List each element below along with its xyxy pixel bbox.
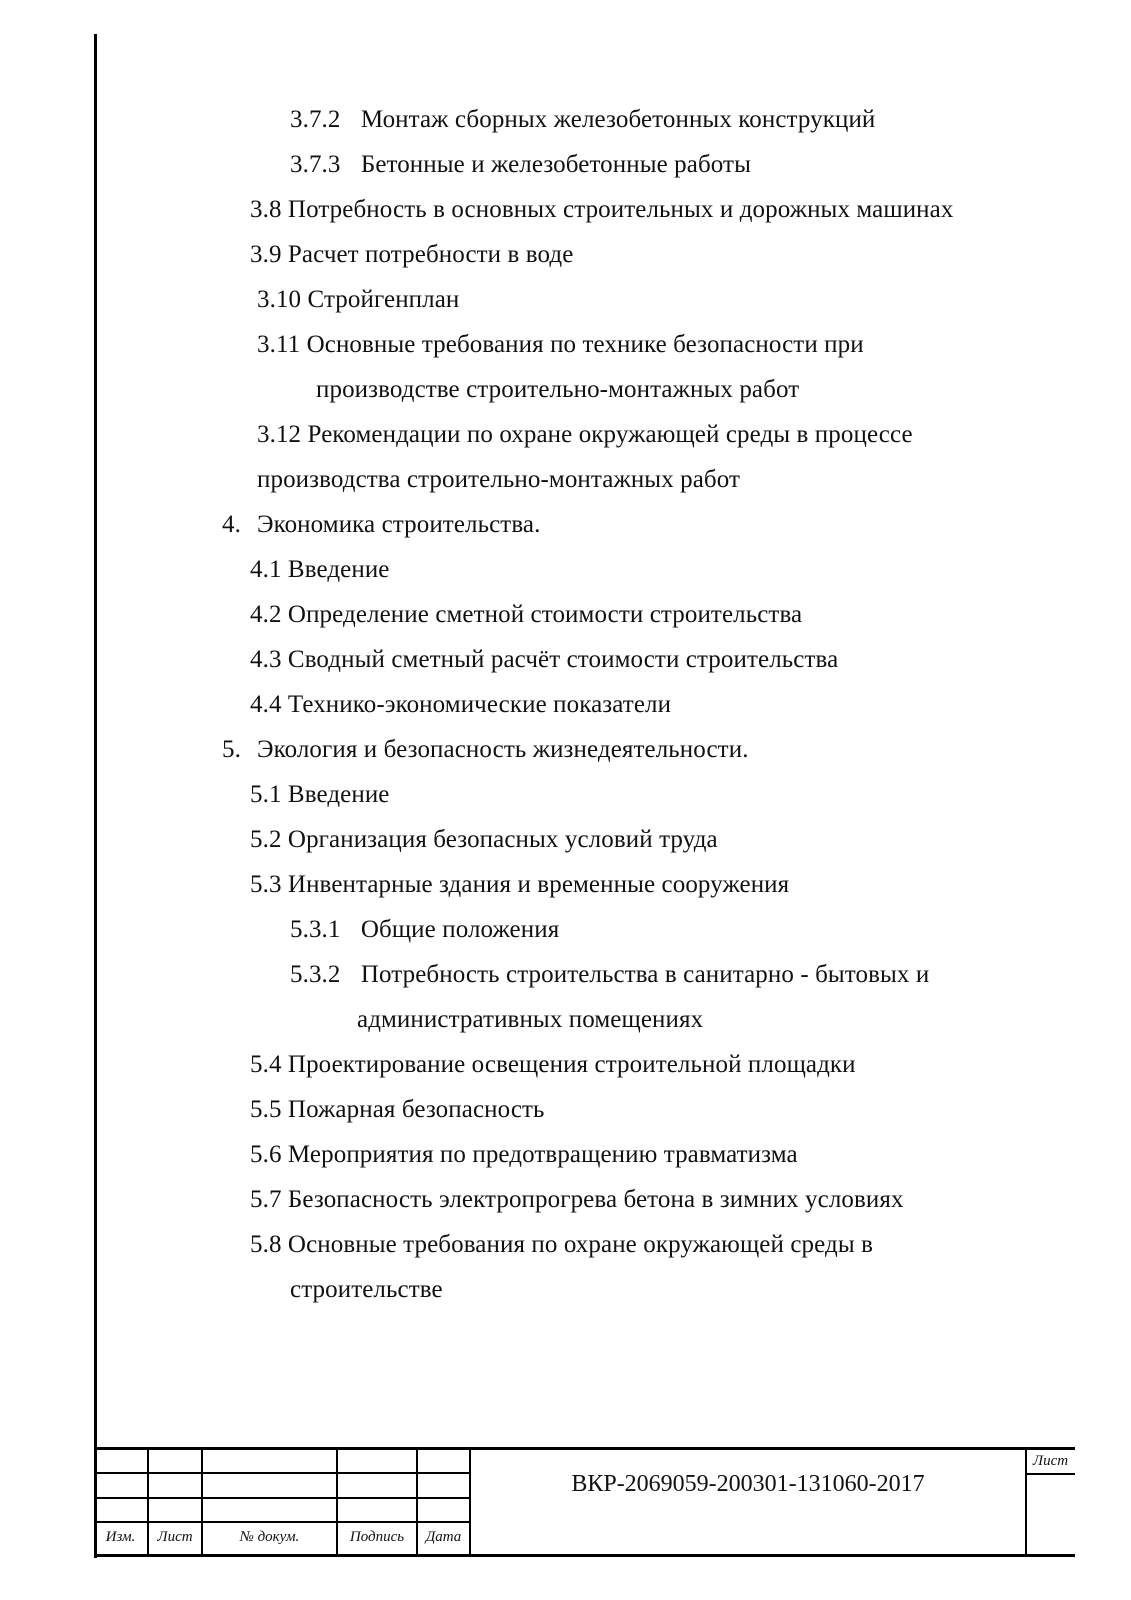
title-block-stamp (94, 1447, 1075, 1557)
toc-entry-text: строительстве (290, 1276, 443, 1303)
toc-section-number: 4. (222, 511, 241, 538)
toc-entry-number: 3.12 (257, 421, 302, 448)
toc-entry (250, 1050, 856, 1080)
toc-entry-text: Стройгенплан (307, 286, 460, 313)
toc-entry (250, 825, 718, 855)
toc-entry-number: 5.3 (250, 871, 282, 898)
toc-entry-text: Инвентарные здания и временные сооружения (287, 871, 790, 898)
toc-entry (290, 915, 559, 945)
toc-entry-number: 5.6 (250, 1141, 282, 1168)
toc-entry (250, 780, 390, 810)
toc-entry-text: Основные требования по охране окружающей среды в (287, 1231, 873, 1258)
stamp-caption-date: Дата (425, 1529, 462, 1545)
toc-section-text: Экономика строительства. (257, 511, 541, 538)
toc-entry-number: 5.2 (250, 826, 282, 853)
toc-section-number: 5. (222, 736, 241, 763)
toc-entry-text: Рекомендации по охране окружающей среды в процессе (307, 421, 913, 448)
toc-entry (250, 1140, 798, 1170)
toc-entry-number: 5.4 (250, 1051, 282, 1078)
stamp-row-line (94, 1521, 470, 1523)
toc-entry-text: Основные требования по технике безопасности при (306, 331, 864, 358)
toc-entry-number: 4.4 (250, 691, 282, 718)
toc-entry-text: Бетонные и железобетонные работы (360, 151, 751, 178)
toc-entry-text: Потребность в основных строительных и дорожных машинах (287, 196, 954, 223)
toc-section (222, 735, 749, 765)
toc-entry-number: 3.9 (250, 241, 282, 268)
toc-entry-text: Введение (287, 556, 390, 583)
toc-entry (250, 1095, 545, 1125)
toc-entry-number: 4.2 (250, 601, 282, 628)
toc-entry-continuation (257, 465, 740, 495)
toc-entry-text: Определение сметной стоимости строительства (287, 601, 803, 628)
toc-entry (250, 600, 802, 630)
toc-entry (250, 555, 390, 585)
toc-entry-text: Проектирование освещения строительной площадки (287, 1051, 856, 1078)
toc-entry-text: Потребность строительства в санитарно - бытовых и (360, 961, 930, 988)
stamp-caption-signature: Подпись (349, 1529, 405, 1545)
toc-entry (290, 960, 929, 990)
stamp-row-line (94, 1472, 470, 1474)
toc-entry-text: Расчет потребности в воде (287, 241, 574, 268)
toc-entry-number: 5.8 (250, 1231, 282, 1258)
toc-entry-text: Введение (287, 781, 390, 808)
toc-entry-text: Пожарная безопасность (287, 1096, 545, 1123)
toc-entry-text: Общие положения (360, 916, 560, 943)
toc-entry (290, 105, 875, 135)
toc-entry-text: Мероприятия по предотвращению травматизма (287, 1141, 798, 1168)
toc-entry-text: Безопасность электропрогрева бетона в зимних условиях (287, 1186, 904, 1213)
stamp-col-line (469, 1447, 471, 1557)
toc-section (222, 510, 540, 540)
document-code: ВКР-2069059-200301-131060-2017 (571, 1471, 925, 1497)
toc-entry-number: 5.7 (250, 1186, 282, 1213)
toc-entry-number: 3.8 (250, 196, 282, 223)
toc-entry-text: производства строительно-монтажных работ (257, 466, 741, 493)
toc-entry (257, 420, 913, 450)
toc-entry (250, 870, 789, 900)
toc-entry-number: 4.1 (250, 556, 282, 583)
toc-entry-number: 5.1 (250, 781, 282, 808)
toc-entry-continuation (290, 1275, 443, 1305)
toc-entry-number: 3.10 (257, 286, 302, 313)
toc-entry-text: Сводный сметный расчёт стоимости строительства (287, 646, 839, 673)
stamp-row-line (94, 1497, 470, 1499)
toc-entry-text: Технико-экономические показатели (287, 691, 672, 718)
toc-entry (257, 330, 864, 360)
stamp-caption-list: Лист (157, 1529, 193, 1545)
toc-entry-text: Монтаж сборных железобетонных конструкций (360, 106, 876, 133)
stamp-top-border (94, 1447, 1075, 1450)
stamp-caption-izm: Изм. (105, 1529, 136, 1545)
toc-entry-number: 3.7.2 (290, 106, 341, 133)
toc-entry (250, 1230, 873, 1260)
sheet-caption: Лист (1032, 1453, 1069, 1469)
toc-entry-continuation (357, 1005, 703, 1035)
toc-entry-number: 5.3.1 (290, 916, 341, 943)
toc-entry (250, 690, 671, 720)
toc-entry-continuation (316, 375, 799, 405)
toc-entry (257, 285, 459, 315)
toc-entry-number: 3.7.3 (290, 151, 341, 178)
toc-entry-text: Организация безопасных условий труда (287, 826, 718, 853)
stamp-sheet-divider (1026, 1473, 1075, 1475)
toc-entry-number: 3.11 (257, 331, 301, 358)
toc-entry (290, 150, 751, 180)
toc-entry-text: производстве строительно-монтажных работ (316, 376, 800, 403)
toc-entry (250, 240, 573, 270)
toc-entry-number: 4.3 (250, 646, 282, 673)
toc-section-text: Экология и безопасность жизнедеятельности. (257, 736, 749, 763)
toc-entry (250, 195, 953, 225)
stamp-caption-doc-number: № докум. (239, 1529, 300, 1545)
stamp-bottom-border (94, 1554, 1075, 1557)
toc-entry (250, 1185, 904, 1215)
toc-entry-text: административных помещениях (357, 1006, 704, 1033)
toc-entry-number: 5.5 (250, 1096, 282, 1123)
toc-entry-number: 5.3.2 (290, 961, 341, 988)
toc-entry (250, 645, 838, 675)
